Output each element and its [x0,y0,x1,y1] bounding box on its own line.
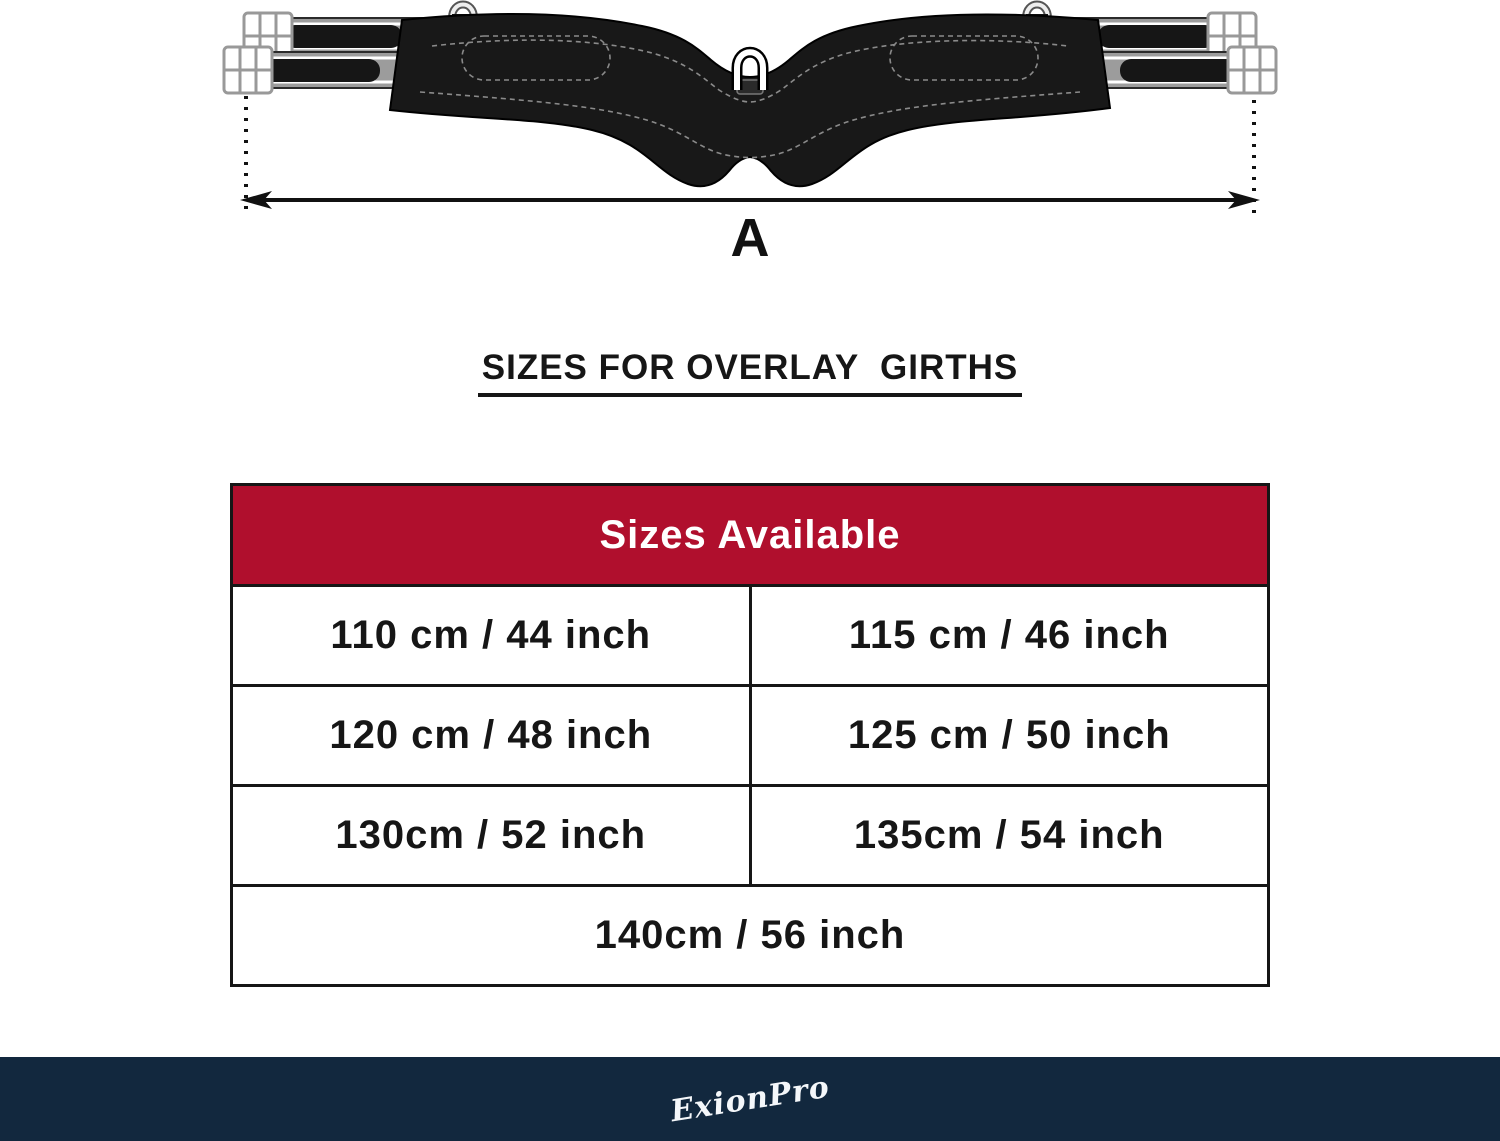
footer-bar [0,1057,1500,1141]
size-cell: 125 cm / 50 inch [750,686,1269,786]
dimension-label: A [730,208,770,268]
table-row [232,886,1269,986]
buckle-icon [1228,47,1276,93]
size-cell: 120 cm / 48 inch [232,686,751,786]
size-cell-full-width: 140cm / 56 inch [232,886,1269,986]
buckle-icon [224,47,272,93]
girth-body [390,14,1110,186]
table-header: Sizes Available [232,485,1269,586]
size-cell: 135cm / 54 inch [750,786,1269,886]
elastic-strap-right-lower [1082,47,1276,93]
size-cell: 130cm / 52 inch [232,786,751,886]
exionpro-logo: ExionPro [668,1069,832,1129]
girth-illustration [0,0,1500,272]
girth-diagram [0,0,1500,272]
table-row [232,586,1269,686]
table-row [232,686,1269,786]
elastic-strap-left-lower [224,47,418,93]
page-title: SIZES FOR OVERLAY GIRTHS [478,348,1022,397]
page-title-row [0,348,1500,397]
size-cell: 110 cm / 44 inch [232,586,751,686]
d-ring-icon [737,52,763,94]
table-header-row [232,485,1269,586]
size-table [230,483,1270,987]
table-row [232,786,1269,886]
size-cell: 115 cm / 46 inch [750,586,1269,686]
